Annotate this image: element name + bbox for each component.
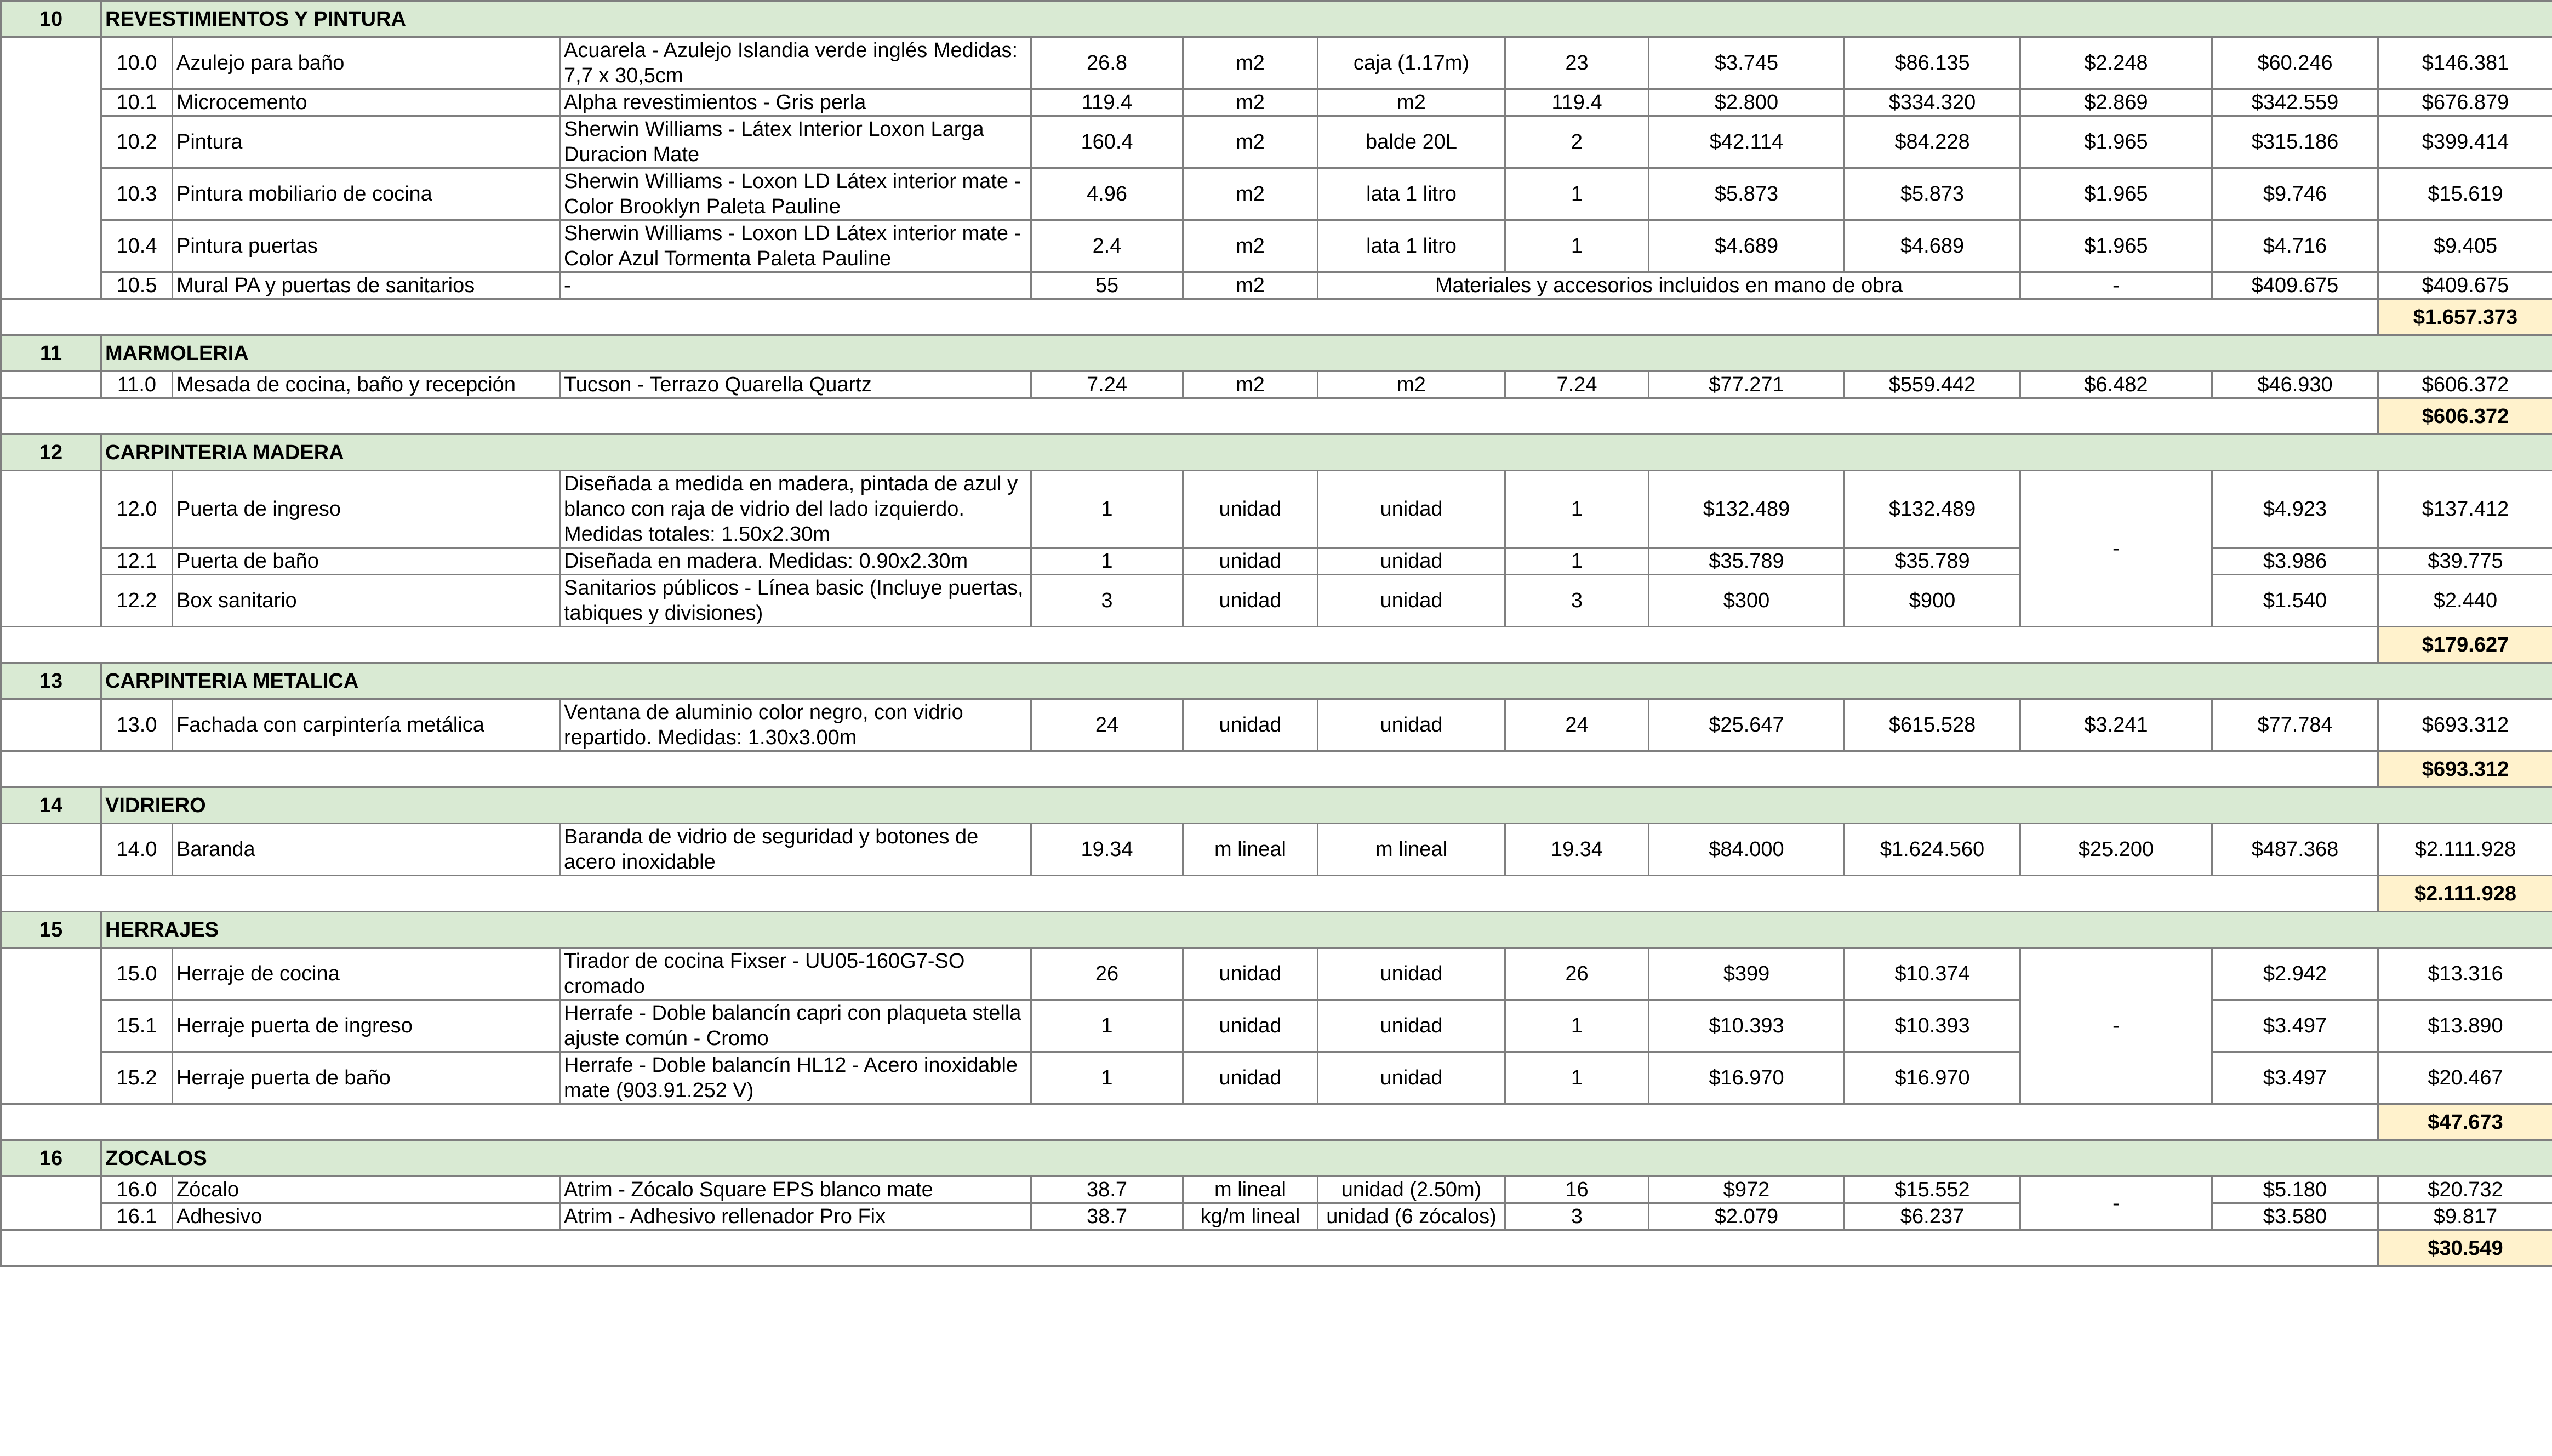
item-total: $676.879 (2378, 89, 2552, 116)
table-row (1, 699, 2552, 751)
item-total: $399.414 (2378, 116, 2552, 168)
item-description: Tirador de cocina Fixser - UU05-160G7-SO cromado (560, 948, 1031, 1000)
item-package: m2 (1318, 372, 1505, 398)
item-code: 15.2 (101, 1052, 173, 1104)
materials-total: $10.374 (1845, 948, 2020, 1000)
item-total: $20.732 (2378, 1177, 2552, 1203)
section-total-row (1, 751, 2552, 787)
item-code: 12.0 (101, 471, 173, 548)
labor-total: $1.540 (2212, 575, 2378, 627)
item-package: unidad (1318, 1000, 1505, 1052)
total-spacer (1, 627, 2378, 663)
section-number: 13 (1, 663, 101, 699)
package-count: 1 (1505, 471, 1649, 548)
labor-total: $342.559 (2212, 89, 2378, 116)
item-quantity: 7.24 (1031, 372, 1183, 398)
item-quantity: 119.4 (1031, 89, 1183, 116)
indent-cell (1, 37, 101, 299)
item-package: unidad (1318, 548, 1505, 575)
item-unit: unidad (1183, 575, 1318, 627)
item-code: 12.1 (101, 548, 173, 575)
labor-unit-price: $6.482 (2020, 372, 2212, 398)
labor-unit-price: $1.965 (2020, 116, 2212, 168)
item-total: $9.405 (2378, 220, 2552, 272)
labor-total: $60.246 (2212, 37, 2378, 89)
materials-total: $16.970 (1845, 1052, 2020, 1104)
package-count: 1 (1505, 220, 1649, 272)
item-description: Sherwin Williams - Loxon LD Látex interior mate - Color Azul Tormenta Paleta Pauline (560, 220, 1031, 272)
item-unit: m lineal (1183, 824, 1318, 876)
item-description: Herrafe - Doble balancín capri con plaqueta stella ajuste común - Cromo (560, 1000, 1031, 1052)
item-total: $2.440 (2378, 575, 2552, 627)
item-unit: m2 (1183, 89, 1318, 116)
unit-price: $84.000 (1649, 824, 1845, 876)
item-package: lata 1 litro (1318, 220, 1505, 272)
item-name: Pintura puertas (173, 220, 560, 272)
item-package: unidad (1318, 575, 1505, 627)
item-total: $9.817 (2378, 1203, 2552, 1230)
section-total: $2.111.928 (2378, 876, 2552, 912)
unit-price: $972 (1649, 1177, 1845, 1203)
item-package: unidad (2.50m) (1318, 1177, 1505, 1203)
section-total-row (1, 398, 2552, 435)
item-code: 13.0 (101, 699, 173, 751)
item-package: unidad (1318, 948, 1505, 1000)
unit-price: $77.271 (1649, 372, 1845, 398)
item-quantity: 3 (1031, 575, 1183, 627)
table-row (1, 220, 2552, 272)
item-total: $409.675 (2378, 272, 2552, 299)
item-quantity: 1 (1031, 548, 1183, 575)
labor-total: $9.746 (2212, 168, 2378, 220)
item-description: - (560, 272, 1031, 299)
section-title: VIDRIERO (101, 787, 2552, 824)
item-description: Sherwin Williams - Látex Interior Loxon Larga Duracion Mate (560, 116, 1031, 168)
unit-price: $16.970 (1649, 1052, 1845, 1104)
item-name: Herraje puerta de ingreso (173, 1000, 560, 1052)
section-title: CARPINTERIA MADERA (101, 435, 2552, 471)
section-number: 14 (1, 787, 101, 824)
item-unit: m2 (1183, 116, 1318, 168)
item-name: Puerta de baño (173, 548, 560, 575)
table-row (1, 1177, 2552, 1203)
labor-unit-price: - (2020, 1177, 2212, 1230)
unit-price: $2.800 (1649, 89, 1845, 116)
section-number: 12 (1, 435, 101, 471)
labor-total: $46.930 (2212, 372, 2378, 398)
section-title: HERRAJES (101, 912, 2552, 948)
labor-total: $4.716 (2212, 220, 2378, 272)
table-row (1, 471, 2552, 548)
package-count: 1 (1505, 1052, 1649, 1104)
indent-cell (1, 372, 101, 398)
section-header-row (1, 1, 2552, 37)
item-name: Pintura mobiliario de cocina (173, 168, 560, 220)
materials-total: $615.528 (1845, 699, 2020, 751)
item-code: 10.5 (101, 272, 173, 299)
item-code: 16.0 (101, 1177, 173, 1203)
total-spacer (1, 876, 2378, 912)
indent-cell (1, 948, 101, 1104)
item-code: 11.0 (101, 372, 173, 398)
table-row (1, 824, 2552, 876)
item-code: 10.0 (101, 37, 173, 89)
labor-unit-price: - (2020, 948, 2212, 1104)
table-row (1, 37, 2552, 89)
section-total: $179.627 (2378, 627, 2552, 663)
unit-price: $399 (1649, 948, 1845, 1000)
section-header-row (1, 912, 2552, 948)
item-name: Microcemento (173, 89, 560, 116)
unit-price: $10.393 (1649, 1000, 1845, 1052)
labor-unit-price: - (2020, 272, 2212, 299)
indent-cell (1, 824, 101, 876)
section-number: 15 (1, 912, 101, 948)
table-row (1, 89, 2552, 116)
item-name: Azulejo para baño (173, 37, 560, 89)
item-name: Pintura (173, 116, 560, 168)
item-package: m lineal (1318, 824, 1505, 876)
item-unit: m2 (1183, 220, 1318, 272)
package-count: 16 (1505, 1177, 1649, 1203)
item-quantity: 2.4 (1031, 220, 1183, 272)
labor-total: $4.923 (2212, 471, 2378, 548)
item-total: $693.312 (2378, 699, 2552, 751)
labor-unit-price: $2.869 (2020, 89, 2212, 116)
unit-price: $25.647 (1649, 699, 1845, 751)
item-unit: m lineal (1183, 1177, 1318, 1203)
item-total: $2.111.928 (2378, 824, 2552, 876)
labor-total: $3.580 (2212, 1203, 2378, 1230)
item-quantity: 38.7 (1031, 1177, 1183, 1203)
package-count: 23 (1505, 37, 1649, 89)
labor-total: $3.986 (2212, 548, 2378, 575)
item-description: Sanitarios públicos - Línea basic (Incluye puertas, tabiques y divisiones) (560, 575, 1031, 627)
unit-price: $132.489 (1649, 471, 1845, 548)
item-package: m2 (1318, 89, 1505, 116)
indent-cell (1, 471, 101, 627)
item-code: 14.0 (101, 824, 173, 876)
item-unit: m2 (1183, 372, 1318, 398)
item-unit: unidad (1183, 1052, 1318, 1104)
materials-total: $35.789 (1845, 548, 2020, 575)
item-quantity: 38.7 (1031, 1203, 1183, 1230)
labor-unit-price: $25.200 (2020, 824, 2212, 876)
item-total: $606.372 (2378, 372, 2552, 398)
indent-cell (1, 1177, 101, 1230)
unit-price: $3.745 (1649, 37, 1845, 89)
item-package: lata 1 litro (1318, 168, 1505, 220)
item-quantity: 24 (1031, 699, 1183, 751)
item-quantity: 26 (1031, 948, 1183, 1000)
table-row (1, 116, 2552, 168)
unit-price: $4.689 (1649, 220, 1845, 272)
item-quantity: 55 (1031, 272, 1183, 299)
total-spacer (1, 751, 2378, 787)
item-description: Ventana de aluminio color negro, con vidrio repartido. Medidas: 1.30x3.00m (560, 699, 1031, 751)
section-total-row (1, 299, 2552, 335)
item-quantity: 1 (1031, 1052, 1183, 1104)
total-spacer (1, 1230, 2378, 1266)
materials-total: $334.320 (1845, 89, 2020, 116)
item-unit: m2 (1183, 37, 1318, 89)
item-name: Herraje puerta de baño (173, 1052, 560, 1104)
labor-total: $77.784 (2212, 699, 2378, 751)
item-description: Diseñada a medida en madera, pintada de azul y blanco con raja de vidrio del lado izquierdo. Medidas totales: 1.50x2.30m (560, 471, 1031, 548)
item-description: Alpha revestimientos - Gris perla (560, 89, 1031, 116)
item-description: Atrim - Zócalo Square EPS blanco mate (560, 1177, 1031, 1203)
section-total: $47.673 (2378, 1104, 2552, 1140)
item-total: $13.316 (2378, 948, 2552, 1000)
materials-total: $132.489 (1845, 471, 2020, 548)
section-title: REVESTIMIENTOS Y PINTURA (101, 1, 2552, 37)
section-header-row (1, 663, 2552, 699)
indent-cell (1, 699, 101, 751)
package-count: 1 (1505, 168, 1649, 220)
item-quantity: 1 (1031, 1000, 1183, 1052)
item-quantity: 4.96 (1031, 168, 1183, 220)
item-quantity: 26.8 (1031, 37, 1183, 89)
section-total-row (1, 876, 2552, 912)
item-code: 15.1 (101, 1000, 173, 1052)
section-total-row (1, 1104, 2552, 1140)
package-count: 7.24 (1505, 372, 1649, 398)
materials-total: $900 (1845, 575, 2020, 627)
item-unit: unidad (1183, 1000, 1318, 1052)
package-count: 3 (1505, 575, 1649, 627)
item-unit: m2 (1183, 272, 1318, 299)
item-name: Puerta de ingreso (173, 471, 560, 548)
item-package: unidad (1318, 471, 1505, 548)
labor-total: $487.368 (2212, 824, 2378, 876)
labor-unit-price: $2.248 (2020, 37, 2212, 89)
materials-total: $15.552 (1845, 1177, 2020, 1203)
section-total: $1.657.373 (2378, 299, 2552, 335)
section-total: $30.549 (2378, 1230, 2552, 1266)
item-description: Atrim - Adhesivo rellenador Pro Fix (560, 1203, 1031, 1230)
package-count: 119.4 (1505, 89, 1649, 116)
materials-total: $6.237 (1845, 1203, 2020, 1230)
section-title: MARMOLERIA (101, 335, 2552, 372)
package-count: 1 (1505, 1000, 1649, 1052)
item-name: Zócalo (173, 1177, 560, 1203)
package-count: 24 (1505, 699, 1649, 751)
item-unit: unidad (1183, 548, 1318, 575)
unit-price: $2.079 (1649, 1203, 1845, 1230)
materials-total: $86.135 (1845, 37, 2020, 89)
package-count: 2 (1505, 116, 1649, 168)
table-row (1, 948, 2552, 1000)
item-name: Herraje de cocina (173, 948, 560, 1000)
item-total: $146.381 (2378, 37, 2552, 89)
item-description: Sherwin Williams - Loxon LD Látex interior mate - Color Brooklyn Paleta Pauline (560, 168, 1031, 220)
item-quantity: 160.4 (1031, 116, 1183, 168)
package-count: 3 (1505, 1203, 1649, 1230)
item-description: Diseñada en madera. Medidas: 0.90x2.30m (560, 548, 1031, 575)
labor-total: $3.497 (2212, 1052, 2378, 1104)
labor-total: $315.186 (2212, 116, 2378, 168)
package-count: 19.34 (1505, 824, 1649, 876)
labor-total: $5.180 (2212, 1177, 2378, 1203)
item-unit: unidad (1183, 471, 1318, 548)
item-name: Adhesivo (173, 1203, 560, 1230)
item-total: $39.775 (2378, 548, 2552, 575)
item-name: Mural PA y puertas de sanitarios (173, 272, 560, 299)
section-header-row (1, 335, 2552, 372)
labor-total: $409.675 (2212, 272, 2378, 299)
section-title: CARPINTERIA METALICA (101, 663, 2552, 699)
section-title: ZOCALOS (101, 1140, 2552, 1177)
item-description: Herrafe - Doble balancín HL12 - Acero inoxidable mate (903.91.252 V) (560, 1052, 1031, 1104)
materials-total: $84.228 (1845, 116, 2020, 168)
section-total: $693.312 (2378, 751, 2552, 787)
table-row (1, 372, 2552, 398)
total-spacer (1, 1104, 2378, 1140)
section-number: 11 (1, 335, 101, 372)
item-unit: unidad (1183, 699, 1318, 751)
item-total: $137.412 (2378, 471, 2552, 548)
item-note: Materiales y accesorios incluidos en mano de obra (1318, 272, 2020, 299)
labor-unit-price: $3.241 (2020, 699, 2212, 751)
section-number: 10 (1, 1, 101, 37)
item-package: caja (1.17m) (1318, 37, 1505, 89)
item-code: 10.3 (101, 168, 173, 220)
section-total-row (1, 1230, 2552, 1266)
item-code: 10.4 (101, 220, 173, 272)
item-total: $15.619 (2378, 168, 2552, 220)
unit-price: $5.873 (1649, 168, 1845, 220)
table-body (1, 1, 2552, 1266)
item-package: unidad (1318, 1052, 1505, 1104)
item-code: 10.1 (101, 89, 173, 116)
materials-total: $5.873 (1845, 168, 2020, 220)
labor-unit-price: $1.965 (2020, 168, 2212, 220)
labor-total: $2.942 (2212, 948, 2378, 1000)
total-spacer (1, 398, 2378, 435)
table-row (1, 168, 2552, 220)
item-code: 12.2 (101, 575, 173, 627)
total-spacer (1, 299, 2378, 335)
item-package: unidad (1318, 699, 1505, 751)
item-unit: kg/m lineal (1183, 1203, 1318, 1230)
item-unit: m2 (1183, 168, 1318, 220)
section-header-row (1, 1140, 2552, 1177)
unit-price: $42.114 (1649, 116, 1845, 168)
section-number: 16 (1, 1140, 101, 1177)
labor-unit-price: $1.965 (2020, 220, 2212, 272)
item-quantity: 19.34 (1031, 824, 1183, 876)
item-description: Tucson - Terrazo Quarella Quartz (560, 372, 1031, 398)
section-total-row (1, 627, 2552, 663)
item-name: Fachada con carpintería metálica (173, 699, 560, 751)
item-code: 10.2 (101, 116, 173, 168)
section-header-row (1, 787, 2552, 824)
item-name: Mesada de cocina, baño y recepción (173, 372, 560, 398)
item-name: Box sanitario (173, 575, 560, 627)
table-row (1, 272, 2552, 299)
section-header-row (1, 435, 2552, 471)
package-count: 26 (1505, 948, 1649, 1000)
item-code: 15.0 (101, 948, 173, 1000)
item-package: unidad (6 zócalos) (1318, 1203, 1505, 1230)
labor-unit-price: - (2020, 471, 2212, 627)
unit-price: $35.789 (1649, 548, 1845, 575)
materials-total: $10.393 (1845, 1000, 2020, 1052)
unit-price: $300 (1649, 575, 1845, 627)
materials-total: $559.442 (1845, 372, 2020, 398)
item-code: 16.1 (101, 1203, 173, 1230)
item-name: Baranda (173, 824, 560, 876)
item-package: balde 20L (1318, 116, 1505, 168)
materials-total: $4.689 (1845, 220, 2020, 272)
item-total: $13.890 (2378, 1000, 2552, 1052)
materials-total: $1.624.560 (1845, 824, 2020, 876)
item-quantity: 1 (1031, 471, 1183, 548)
package-count: 1 (1505, 548, 1649, 575)
section-total: $606.372 (2378, 398, 2552, 435)
item-unit: unidad (1183, 948, 1318, 1000)
item-description: Baranda de vidrio de seguridad y botones de acero inoxidable (560, 824, 1031, 876)
item-description: Acuarela - Azulejo Islandia verde inglés Medidas: 7,7 x 30,5cm (560, 37, 1031, 89)
item-total: $20.467 (2378, 1052, 2552, 1104)
labor-total: $3.497 (2212, 1000, 2378, 1052)
